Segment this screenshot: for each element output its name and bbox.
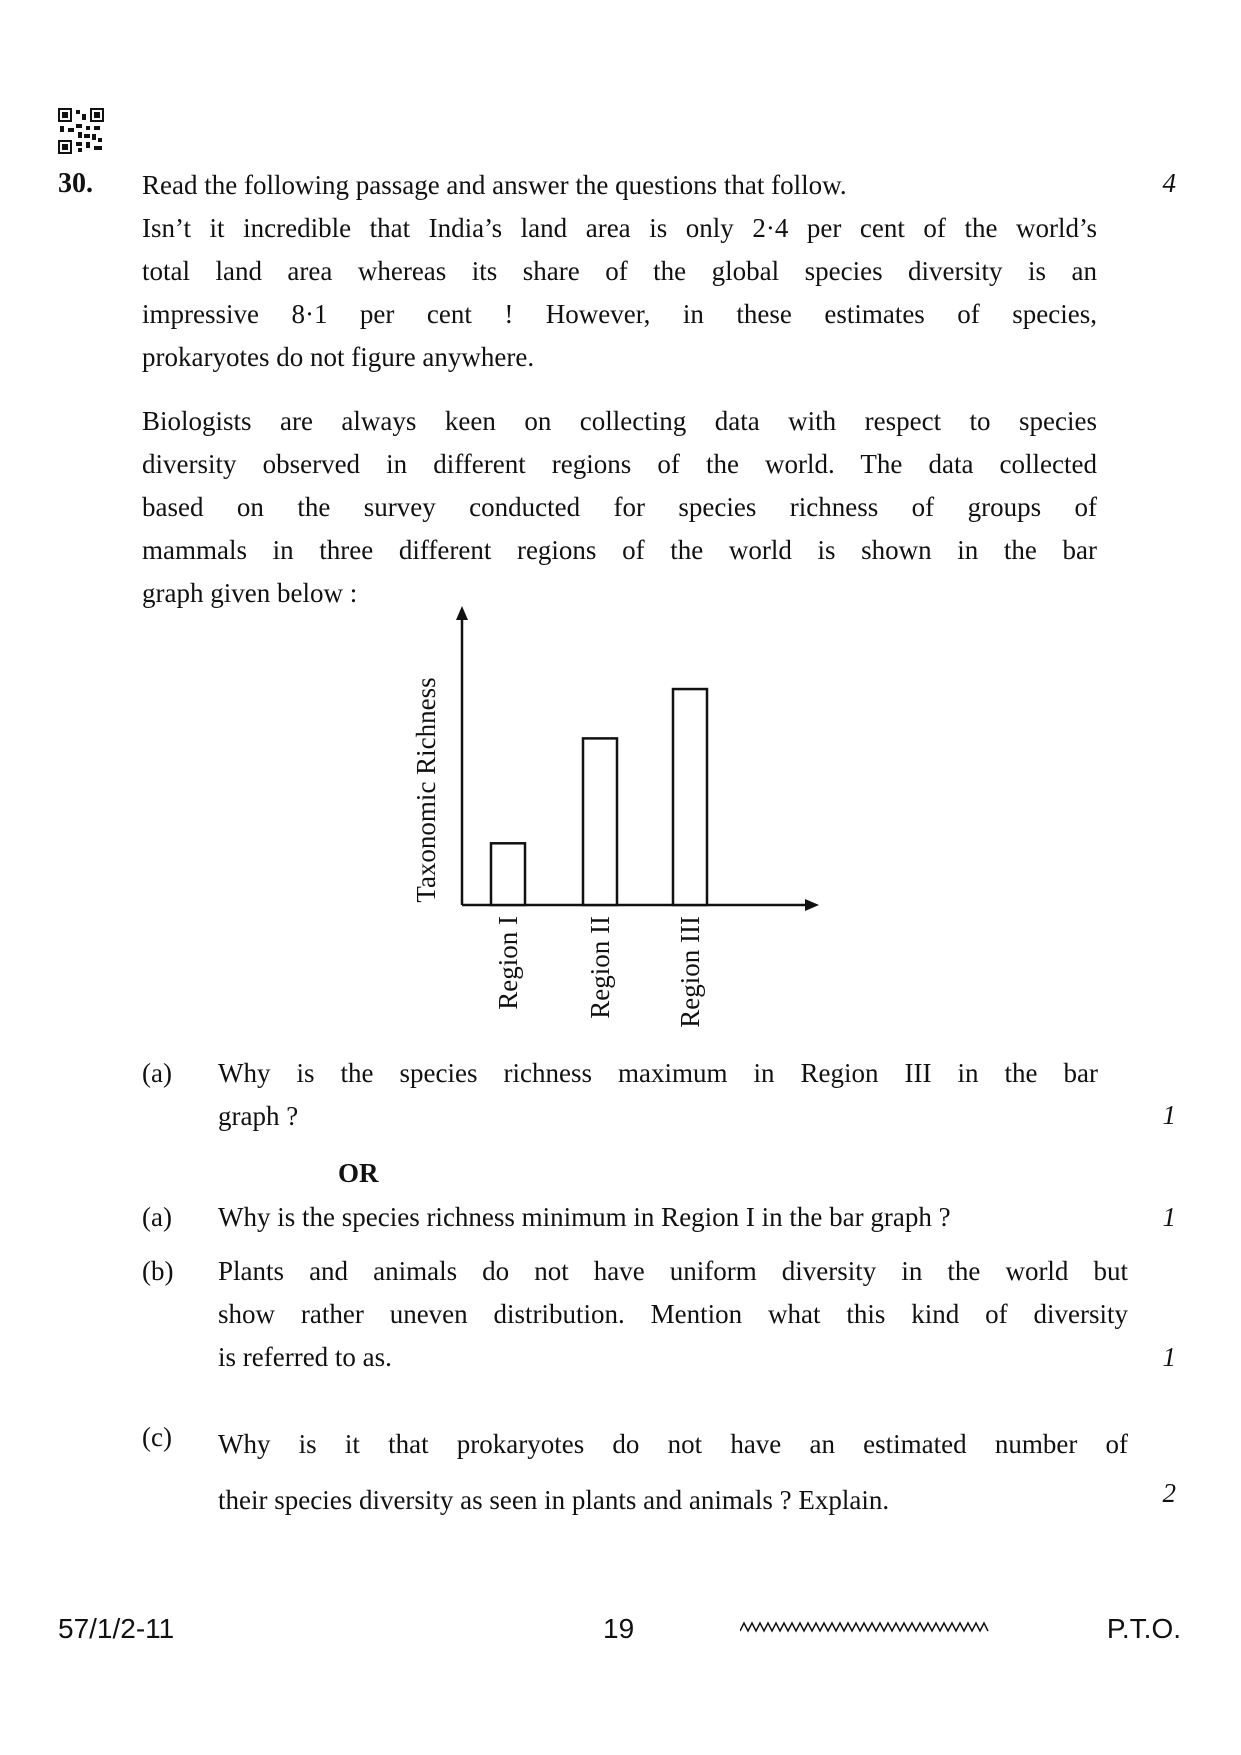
question-marks: 4 [1162,168,1176,198]
sub-question-marks: 2 [1162,1478,1176,1508]
passage-line: diversity observed in different regions of the world. The data collected [142,449,1097,479]
passage-paragraph-2 [142,400,1097,615]
sub-question-text [218,1196,1128,1239]
qr-code-icon [58,108,104,154]
passage-line: Isn’t it incredible that India’s land area is only 2·4 per cent of the world’s [142,213,1097,243]
sub-question-text [218,1052,1098,1138]
sub-question-text [218,1416,1128,1528]
sub-question-label: (b) [142,1256,174,1286]
passage-line: based on the survey conducted for species richness of groups of [142,492,1097,522]
passage-line: mammals in three different regions of the world is shown in the bar [142,535,1097,565]
question-passage [142,164,1097,379]
tick-label-region-i: Region I [493,916,523,1010]
y-axis-label: Taxonomic Richness [411,677,441,903]
sub-question-text [218,1250,1128,1379]
or-separator: OR [338,1158,379,1188]
y-axis-arrow [456,606,468,620]
passage-line: total land area whereas its share of the global species diversity is an [142,256,1097,286]
sub-question-line: Plants and animals do not have uniform diversity in the world but [218,1256,1128,1286]
sub-question-line: graph ? [218,1101,299,1131]
bar-region-ii [583,738,617,905]
sub-question-line: show rather uneven distribution. Mention what this kind of diversity [218,1299,1128,1329]
paper-code: 57/1/2-11 [58,1613,175,1644]
passage-intro: Read the following passage and answer the questions that follow. [142,170,847,200]
sub-question-line: Why is it that prokaryotes do not have an estimated number of [218,1429,1128,1459]
passage-line: graph given below : [142,578,358,608]
sub-question-line: their species diversity as seen in plants and animals ? Explain. [218,1485,890,1515]
sub-question-label: (c) [142,1422,172,1452]
sub-question-marks: 1 [1162,1202,1176,1232]
passage-line: Biologists are always keen on collecting data with respect to species [142,406,1097,436]
question-number: 30. [58,168,93,199]
sub-question-line: Why is the species richness maximum in Region III in the bar [218,1058,1098,1088]
wavy-line-decoration [740,1620,990,1634]
sub-question-marks: 1 [1162,1342,1176,1372]
sub-question-marks: 1 [1162,1100,1176,1130]
tick-label-region-iii: Region III [675,916,705,1028]
bar-region-i [491,843,525,905]
bar-region-iii [673,689,707,905]
sub-question-label: (a) [142,1202,172,1232]
x-axis-arrow [805,899,819,911]
sub-question-line: is referred to as. [218,1342,392,1372]
passage-line: impressive 8·1 per cent ! However, in these estimates of species, [142,299,1097,329]
passage-line: prokaryotes do not figure anywhere. [142,342,535,372]
pto-label: P.T.O. [1106,1613,1181,1644]
tick-label-region-ii: Region II [585,916,615,1019]
sub-question-line: Why is the species richness minimum in Region I in the bar graph ? [218,1202,951,1232]
taxonomic-richness-bar-chart [400,600,840,1060]
sub-question-label: (a) [142,1058,172,1088]
page-number: 19 [603,1613,635,1644]
